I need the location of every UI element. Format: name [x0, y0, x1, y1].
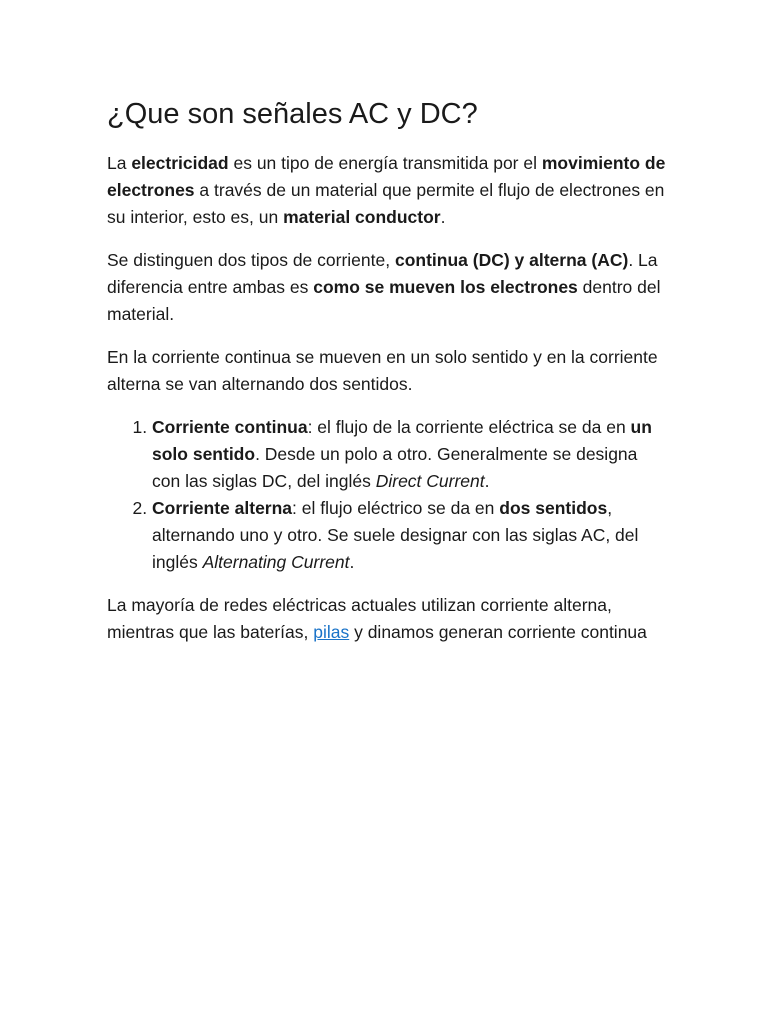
- list-item: [152, 414, 667, 495]
- text: : el flujo de la corriente eléctrica se da en: [307, 417, 631, 437]
- bold-como-se-mueven: como se mueven los electrones: [313, 277, 578, 297]
- bold-phrase: un solo sentido: [152, 417, 652, 464]
- text: : el flujo eléctrico se da en: [292, 498, 500, 518]
- text: La: [107, 153, 132, 173]
- text: dentro del material.: [107, 277, 661, 324]
- text: La mayoría de redes eléctricas actuales utilizan corriente alterna, mientras que las baterías,: [107, 595, 612, 642]
- text: .: [440, 207, 446, 227]
- text: . Desde un polo a otro. Generalmente se designa con las siglas DC, del inglés: [152, 444, 638, 491]
- text: Se distinguen dos tipos de corriente,: [107, 250, 395, 270]
- text: a través de un material que permite el flujo de electrones en su interior, esto es, un: [107, 180, 665, 227]
- text: .: [349, 552, 355, 572]
- bold-continua-alterna: continua (DC) y alterna (AC): [394, 250, 629, 270]
- text: En la corriente continua se mueven en un solo sentido y en la corriente alterna se van alternando dos sentidos.: [107, 347, 658, 394]
- italic-term: Direct Current: [375, 471, 485, 491]
- page-title: ¿Que son señales AC y DC?: [107, 98, 478, 130]
- current-types-list: [107, 414, 667, 576]
- bold-movimiento: movimiento de electrones: [107, 153, 666, 200]
- pilas-link[interactable]: pilas: [313, 622, 350, 642]
- text: .: [484, 471, 490, 491]
- bold-material-conductor: material conductor: [283, 207, 441, 227]
- paragraph-networks: [107, 592, 667, 646]
- paragraph-electricity: [107, 150, 667, 231]
- paragraph-direction: [107, 344, 667, 398]
- text: es un tipo de energía transmitida por el: [228, 153, 542, 173]
- bold-electricidad: electricidad: [131, 153, 229, 173]
- bold-term: Corriente continua: [152, 417, 308, 437]
- bold-phrase: dos sentidos: [499, 498, 608, 518]
- text: , alternando uno y otro. Se suele designar con las siglas AC, del inglés: [152, 498, 639, 572]
- italic-term: Alternating Current: [202, 552, 350, 572]
- text: . La diferencia entre ambas es: [107, 250, 658, 297]
- document-page: [107, 94, 667, 662]
- text: y dinamos generan corriente continua: [349, 622, 647, 642]
- bold-term: Corriente alterna: [152, 498, 293, 518]
- list-item: [152, 495, 667, 576]
- paragraph-types: [107, 247, 667, 328]
